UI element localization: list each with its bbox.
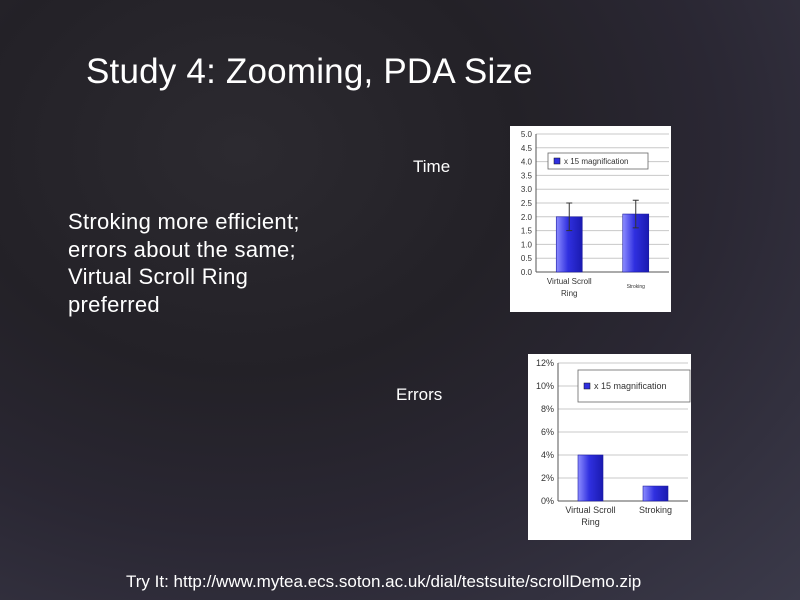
y-tick-label: 12% [535,358,554,368]
summary-line: Stroking more efficient; [68,209,300,234]
y-tick-label: 5.0 [520,130,532,139]
time-chart [510,126,671,312]
y-tick-label: 4.0 [520,157,532,167]
summary-text [68,208,328,318]
legend-swatch [554,158,560,164]
x-tick-label: Stroking [638,505,673,515]
time-chart-label: Time [413,157,451,176]
y-tick-label: 10% [535,381,554,391]
y-tick-label: 4.5 [520,143,532,153]
x-tick-label: Ring [581,517,600,527]
errors-chart-label: Errors [396,385,443,404]
bar [578,455,603,501]
y-tick-label: 2.5 [520,199,532,208]
time-chart-svg [510,126,671,312]
summary-line: errors about the same; [68,236,296,262]
y-tick-label: 8% [540,404,554,414]
y-tick-label: 0.0 [520,268,532,277]
y-tick-label: 2% [540,473,554,483]
bar [643,486,668,501]
y-tick-label: 2.0 [520,212,532,222]
y-tick-label: 0% [540,496,554,506]
y-tick-label: 4% [540,450,554,460]
legend-swatch [584,383,590,389]
y-tick-label: 1.5 [520,226,532,236]
y-tick-label: 3.0 [520,185,532,195]
x-tick-label: Virtual Scroll [565,505,616,515]
y-tick-label: 0.5 [520,254,532,264]
x-tick-label: Virtual Scroll [546,277,592,286]
legend-label: x 15 magnification [594,381,667,391]
legend-label: x 15 magnification [564,157,629,166]
slide-title: Study 4: Zooming, PDA Size [86,52,533,91]
y-tick-label: 6% [540,427,554,437]
summary-line: Virtual Scroll Ring [68,264,249,289]
x-tick-label: Ring [561,289,578,298]
y-tick-label: 3.5 [520,171,532,181]
demo-link-text[interactable]: Try It: http://www.mytea.ecs.soton.ac.uk/dial/testsuite/scrollDemo.zip [126,572,642,591]
summary-line: preferred [68,291,160,317]
errors-chart-svg [528,354,691,540]
y-tick-label: 1.0 [520,240,532,250]
errors-chart [528,354,691,540]
x-tick-label: Stroking [626,284,645,290]
